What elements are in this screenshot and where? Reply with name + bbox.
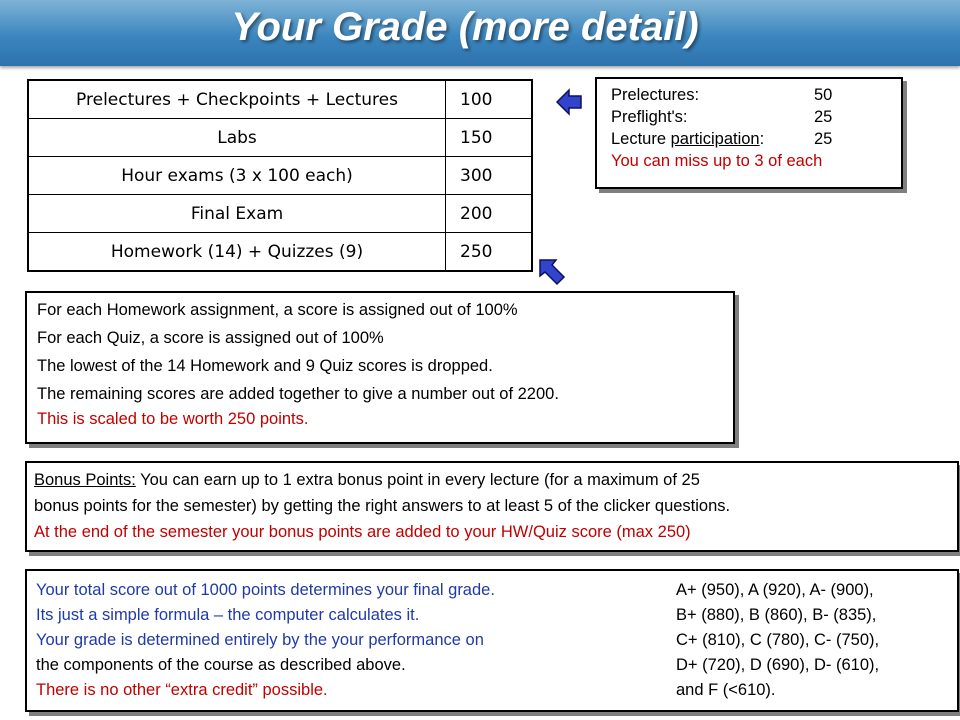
breakdown-label: Prelectures: — [611, 86, 700, 104]
arrow-up-left-icon — [537, 257, 567, 287]
grade-scale-line: D+ (720), D (690), D- (610), — [676, 656, 880, 674]
total-line: Your grade is determined entirely by the your performance on — [36, 631, 484, 649]
bonus-line — [34, 471, 700, 490]
homework-line: For each Homework assignment, a score is assigned out of 100% — [37, 301, 518, 319]
total-score-box — [25, 569, 959, 712]
homework-line: The lowest of the 14 Homework and 9 Quiz scores is dropped. — [37, 357, 493, 375]
prelecture-note: You can miss up to 3 of each — [611, 152, 823, 170]
points-cell: 150 — [446, 119, 533, 157]
homework-line: The remaining scores are added together to give a number out of 2200. — [37, 385, 559, 403]
bonus-points-box — [25, 461, 959, 552]
table-row — [28, 157, 532, 195]
grade-scale-line: C+ (810), C (780), C- (750), — [676, 631, 880, 649]
homework-box — [25, 291, 735, 444]
homework-note: This is scaled to be worth 250 points. — [37, 410, 309, 428]
bonus-note: At the end of the semester your bonus points are added to your HW/Quiz score (max 250) — [34, 523, 691, 541]
breakdown-value: 25 — [814, 108, 833, 126]
component-cell: Labs — [28, 119, 446, 157]
component-cell: Homework (14) + Quizzes (9) — [28, 233, 446, 272]
total-note: There is no other “extra credit” possible. — [36, 681, 328, 699]
arrow-left-icon — [555, 87, 583, 117]
breakdown-label: Preflight's: — [611, 108, 688, 126]
points-cell: 300 — [446, 157, 533, 195]
grade-scale-line: A+ (950), A (920), A- (900), — [676, 581, 874, 599]
grade-scale-line: and F (<610). — [676, 681, 776, 699]
label-prefix: Lecture — [611, 130, 671, 148]
label-suffix: : — [759, 130, 765, 148]
grade-breakdown-table — [27, 79, 533, 272]
breakdown-value: 25 — [814, 130, 833, 148]
table-row — [28, 233, 532, 272]
label-underlined: participation — [670, 130, 760, 148]
points-cell: 250 — [446, 233, 533, 272]
title-bar — [0, 0, 960, 66]
bonus-line: bonus points for the semester) by getting the right answers to at least 5 of the clicker questions. — [34, 497, 731, 515]
points-cell: 200 — [446, 195, 533, 233]
points-cell: 100 — [446, 80, 533, 119]
prelecture-breakdown-box — [595, 77, 903, 189]
component-cell: Final Exam — [28, 195, 446, 233]
bonus-heading: Bonus Points: — [34, 471, 136, 489]
page-title: Your Grade (more detail) — [231, 5, 699, 49]
component-cell: Prelectures + Checkpoints + Lectures — [28, 80, 446, 119]
total-line: Its just a simple formula – the computer calculates it. — [36, 606, 420, 624]
grade-scale-line: B+ (880), B (860), B- (835), — [676, 606, 877, 624]
table-row — [28, 80, 532, 119]
component-cell: Hour exams (3 x 100 each) — [28, 157, 446, 195]
bonus-text: You can earn up to 1 extra bonus point in every lecture (for a maximum of 25 — [135, 471, 700, 489]
total-line: Your total score out of 1000 points determines your final grade. — [36, 581, 495, 599]
total-line: the components of the course as described above. — [36, 656, 406, 674]
homework-line: For each Quiz, a score is assigned out of 100% — [37, 329, 384, 347]
breakdown-label — [611, 128, 764, 150]
table-row — [28, 119, 532, 157]
table-row — [28, 195, 532, 233]
breakdown-value: 50 — [814, 86, 833, 104]
